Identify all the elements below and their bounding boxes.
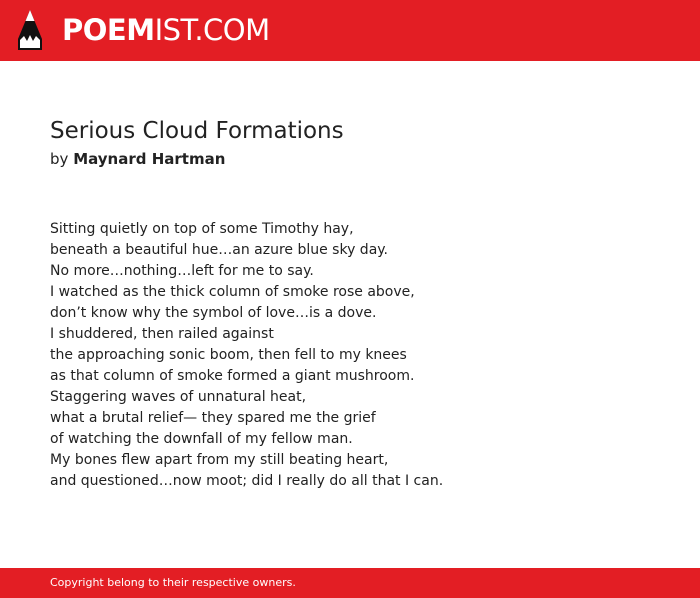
poem-line: of watching the downfall of my fellow man. [50,431,353,447]
poem-line: I watched as the thick column of smoke rose above, [50,284,415,300]
logo-text-light: IST.COM [154,13,270,47]
poem-line: I shuddered, then railed against [50,326,274,342]
by-label: by [50,150,69,168]
site-footer [0,568,700,598]
poem-line: what a brutal relief— they spared me the grief [50,410,376,426]
poem-line: the approaching sonic boom, then fell to my knees [50,347,407,363]
logo-text-bold: POEM [62,13,155,47]
poem-line: Staggering waves of unnatural heat, [50,389,307,405]
poem-line: beneath a beautiful hue…an azure blue sky day. [50,242,389,258]
poem-body [50,219,670,492]
poem-line: My bones flew apart from my still beating heart, [50,452,389,468]
copyright-notice: Copyright belong to their respective owners. [50,576,296,589]
poem-line: as that column of smoke formed a giant mushroom. [50,368,415,384]
site-header [0,0,700,61]
poem-byline [50,149,225,169]
poem-line: don’t know why the symbol of love…is a dove. [50,305,377,321]
poem-line: Sitting quietly on top of some Timothy hay, [50,221,354,237]
poem-line: No more…nothing…left for me to say. [50,263,314,279]
poem-author: Maynard Hartman [73,150,226,168]
pencil-tip-icon[interactable] [17,9,43,51]
poem-line: and questioned…now moot; did I really do all that I can. [50,473,444,489]
site-logo[interactable] [62,12,270,48]
poem-title: Serious Cloud Formations [50,118,344,144]
